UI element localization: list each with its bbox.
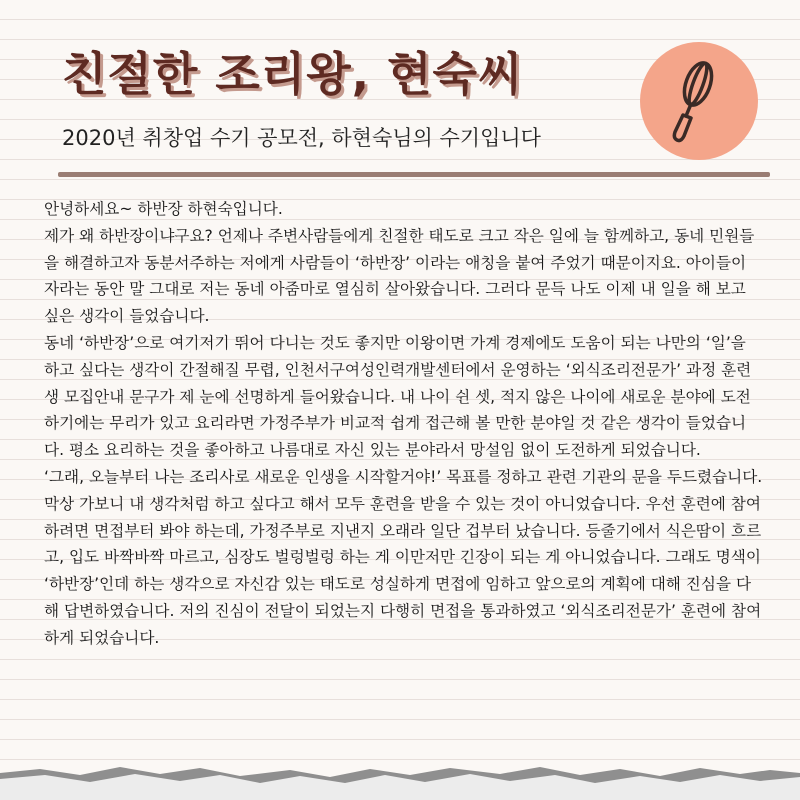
paragraph: ‘그래, 오늘부터 나는 조리사로 새로운 인생을 시작할거야!’ 목표를 정하고 관련 기관의 문을 두드렸습니다. 막상 가보니 내 생각처럼 하고 싶다고 해서 모두 훈련을 받을 수 있는 것이 아니었습니다. 우선 훈련에 참여하려면 면접부터 봐야 하는데, 가정주부로 지낸지 오래라 일단 겁부터 났습니다. 등줄기에서 식은땀이 흐르고, 입도 바짝바짝 마르고, 심장도 벌렁벌렁 하는 게 이만저만 긴장이 되는 게 아니었습니다. 그래도 명색이 ‘하반장’인데 하는 생각으로 자신감 있는 태도로 성실하게 면접에 임하고 앞으로의 계획에 대해 진심을 다해 답변하였습니다. 저의 진심이 전달이 되었는지 다행히 면접을 통과하였고 ‘외식조리전문가’ 훈련에 참여 하게 되었습니다. (44, 467, 763, 647)
page-subtitle: 2020년 취창업 수기 공모전, 하현숙님의 수기입니다 (62, 126, 541, 150)
torn-paper-edge (0, 755, 800, 800)
paragraph: 동네 ‘하반장’으로 여기저기 뛰어 다니는 것도 좋지만 이왕이면 가계 경제에도 도움이 되는 나만의 ‘일’을 하고 싶다는 생각이 간절해질 무렵, 인천서구여성인력개발센터에서 운영하는 ‘외식조리전문가’ 과정 훈련생 모집안내 문구가 제 눈에 선명하게 들어왔습니다. 내 나이 쉰 셋, 적지 않은 나이에 새로운 분야에 도전하기에는 무리가 있고 요리라면 가정주부가 비교적 쉽게 접근해 볼 만한 분야일 것 같은 생각이 들었습니다. 평소 요리하는 것을 좋아하고 나름대로 자신 있는 분야라서 망설임 없이 도전하게 되었습니다. (44, 333, 752, 460)
header-divider (58, 172, 770, 177)
icon-badge (640, 42, 758, 160)
paragraph: 제가 왜 하반장이냐구요? 언제나 주변사람들에게 친절한 태도로 크고 작은 일에 늘 함께하고, 동네 민원들을 해결하고자 동분서주하는 저에게 사람들이 ‘하반장’ 이라는 애칭을 붙여 주었기 때문이지요. 아이들이 자라는 동안 말 그대로 저는 동네 아줌마로 열심히 살아왔습니다. 그러다 문득 나도 이제 내 일을 해 보고 싶은 생각이 들었습니다. (44, 226, 755, 326)
page-title: 친절한 조리왕, 현숙씨 (62, 47, 524, 101)
whisk-icon (640, 42, 758, 160)
paragraph: 안녕하세요~ 하반장 하현숙입니다. (44, 200, 283, 218)
article-body (44, 196, 764, 652)
